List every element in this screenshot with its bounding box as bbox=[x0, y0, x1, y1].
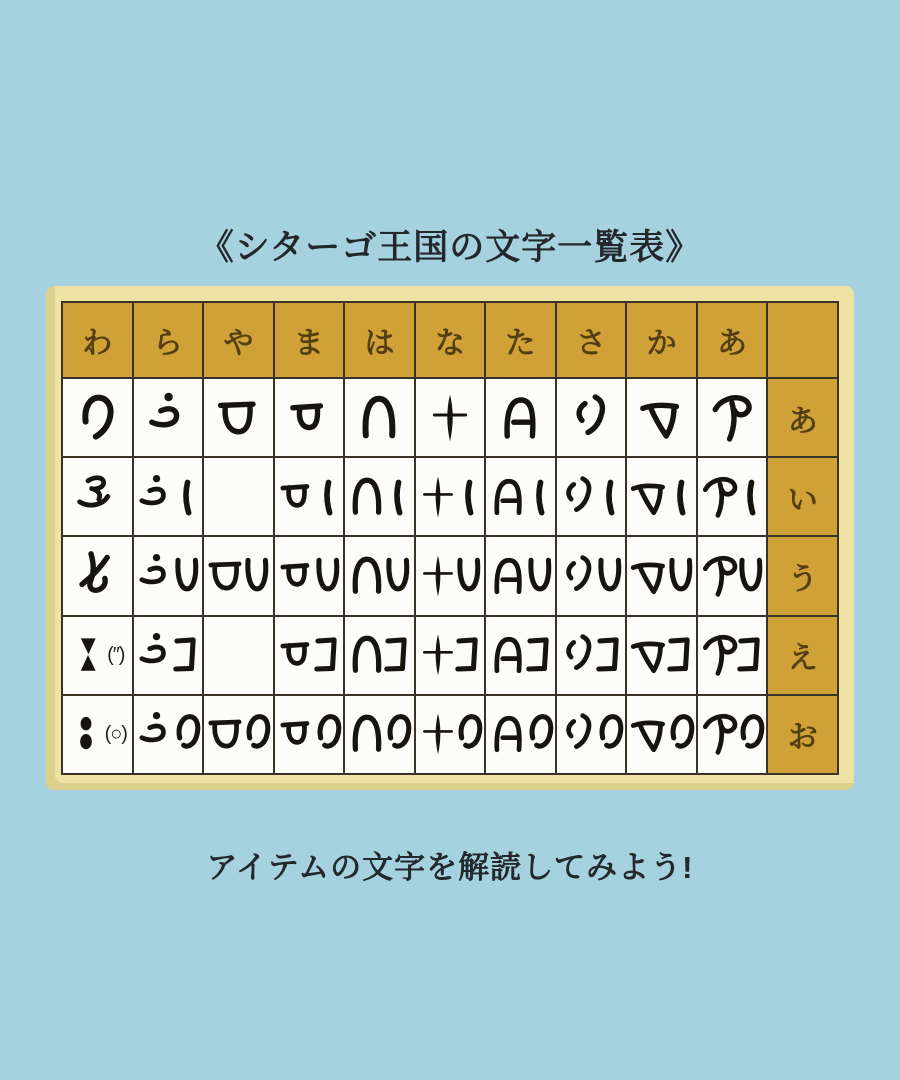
row-label: い bbox=[768, 458, 837, 535]
glyph-handakuten-icon bbox=[68, 707, 104, 761]
mark-i-icon bbox=[526, 468, 554, 526]
mark-i-icon bbox=[173, 468, 201, 526]
glyph-ya-icon bbox=[205, 548, 247, 604]
empty-cell bbox=[204, 617, 273, 694]
glyph-cell bbox=[416, 696, 485, 773]
glyph-cell bbox=[204, 379, 273, 456]
glyph-cell bbox=[698, 696, 767, 773]
glyph-ha-icon bbox=[346, 706, 388, 762]
glyph-cell bbox=[134, 696, 203, 773]
glyph-ma-icon bbox=[285, 388, 333, 448]
mark-e-icon bbox=[667, 626, 695, 684]
glyph-wo-icon bbox=[73, 467, 121, 527]
glyph-ta-icon bbox=[497, 388, 545, 448]
row-label: え bbox=[768, 617, 837, 694]
glyph-cell bbox=[134, 537, 203, 614]
mark-o-icon bbox=[667, 705, 695, 763]
glyph-cell bbox=[486, 617, 555, 694]
column-header: あ bbox=[698, 303, 767, 377]
glyph-a-icon bbox=[708, 388, 756, 448]
column-header: か bbox=[627, 303, 696, 377]
glyph-sa-icon bbox=[558, 627, 600, 683]
mark-u-icon bbox=[596, 547, 624, 605]
glyph-ra-icon bbox=[135, 706, 177, 762]
row-label: あ bbox=[768, 379, 837, 456]
glyph-cell bbox=[698, 617, 767, 694]
mark-e-icon bbox=[596, 626, 624, 684]
glyph-cell bbox=[204, 537, 273, 614]
column-header: ま bbox=[275, 303, 344, 377]
glyph-cell bbox=[416, 537, 485, 614]
glyph-ma-icon bbox=[276, 627, 318, 683]
glyph-a-icon bbox=[699, 706, 741, 762]
column-header: や bbox=[204, 303, 273, 377]
glyph-a-icon bbox=[699, 469, 741, 525]
glyph-ta-icon bbox=[488, 548, 530, 604]
glyph-ka-icon bbox=[638, 388, 686, 448]
glyph-cell bbox=[63, 458, 132, 535]
glyph-cell bbox=[134, 617, 203, 694]
glyph-cell bbox=[63, 379, 132, 456]
glyph-na-icon bbox=[417, 706, 459, 762]
glyph-cell bbox=[275, 458, 344, 535]
mark-u-icon bbox=[173, 547, 201, 605]
row-label: う bbox=[768, 537, 837, 614]
glyph-dakuten-icon bbox=[70, 628, 106, 682]
glyph-cell bbox=[275, 696, 344, 773]
glyph-cell bbox=[557, 537, 626, 614]
mark-u-icon bbox=[243, 547, 271, 605]
mark-o-icon bbox=[596, 705, 624, 763]
mark-o-icon bbox=[173, 705, 201, 763]
glyph-na-icon bbox=[417, 548, 459, 604]
page-title: 《シターゴ王国の文字一覧表》 bbox=[198, 228, 702, 267]
mark-i-icon bbox=[384, 468, 412, 526]
glyph-cell bbox=[698, 537, 767, 614]
column-header: た bbox=[486, 303, 555, 377]
glyph-cell bbox=[557, 458, 626, 535]
mark-e-icon bbox=[173, 626, 201, 684]
column-header: ら bbox=[134, 303, 203, 377]
mark-u-icon bbox=[667, 547, 695, 605]
glyph-cell bbox=[627, 696, 696, 773]
glyph-cell bbox=[416, 379, 485, 456]
glyph-ka-icon bbox=[629, 548, 671, 604]
glyph-ha-icon bbox=[346, 627, 388, 683]
mark-o-icon bbox=[243, 705, 271, 763]
mark-o-icon bbox=[384, 705, 412, 763]
mark-i-icon bbox=[737, 468, 765, 526]
mark-o-icon bbox=[737, 705, 765, 763]
corner-cell bbox=[768, 303, 837, 377]
glyph-cell bbox=[204, 696, 273, 773]
glyph-cell bbox=[134, 379, 203, 456]
glyph-ha-icon bbox=[346, 469, 388, 525]
glyph-ma-icon bbox=[276, 706, 318, 762]
glyph-sa-icon bbox=[558, 706, 600, 762]
mark-u-icon bbox=[737, 547, 765, 605]
glyph-cell bbox=[627, 379, 696, 456]
empty-cell bbox=[204, 458, 273, 535]
mark-e-icon bbox=[314, 626, 342, 684]
glyph-ka-icon bbox=[629, 469, 671, 525]
glyph-cell bbox=[416, 617, 485, 694]
diacritic-annotation: (″) bbox=[107, 643, 125, 666]
glyph-ha-icon bbox=[355, 388, 403, 448]
mark-e-icon bbox=[526, 626, 554, 684]
glyph-ta-icon bbox=[488, 627, 530, 683]
glyph-ha-icon bbox=[346, 548, 388, 604]
glyph-sa-icon bbox=[567, 388, 615, 448]
mark-i-icon bbox=[314, 468, 342, 526]
glyph-ka-icon bbox=[629, 627, 671, 683]
glyph-cell bbox=[345, 696, 414, 773]
glyph-wa-icon bbox=[73, 388, 121, 448]
glyph-n-icon bbox=[73, 546, 121, 606]
glyph-na-icon bbox=[417, 627, 459, 683]
glyph-ta-icon bbox=[488, 706, 530, 762]
mark-u-icon bbox=[526, 547, 554, 605]
glyph-cell bbox=[486, 379, 555, 456]
glyph-ma-icon bbox=[276, 469, 318, 525]
glyph-cell bbox=[698, 458, 767, 535]
glyph-cell bbox=[345, 458, 414, 535]
glyph-cell bbox=[63, 696, 132, 773]
glyph-cell bbox=[627, 617, 696, 694]
glyph-cell bbox=[486, 537, 555, 614]
mark-e-icon bbox=[384, 626, 412, 684]
column-header: な bbox=[416, 303, 485, 377]
column-header: は bbox=[345, 303, 414, 377]
glyph-ra-icon bbox=[135, 548, 177, 604]
cipher-table bbox=[61, 301, 839, 775]
glyph-ta-icon bbox=[488, 469, 530, 525]
glyph-cell bbox=[345, 617, 414, 694]
mark-i-icon bbox=[455, 468, 483, 526]
mark-u-icon bbox=[384, 547, 412, 605]
mark-e-icon bbox=[455, 626, 483, 684]
mark-u-icon bbox=[455, 547, 483, 605]
glyph-ra-icon bbox=[135, 627, 177, 683]
glyph-cell bbox=[557, 696, 626, 773]
glyph-cell bbox=[134, 458, 203, 535]
glyph-ma-icon bbox=[276, 548, 318, 604]
mark-e-icon bbox=[737, 626, 765, 684]
glyph-cell bbox=[345, 537, 414, 614]
row-label: お bbox=[768, 696, 837, 773]
mark-u-icon bbox=[314, 547, 342, 605]
column-header: さ bbox=[557, 303, 626, 377]
glyph-cell bbox=[416, 458, 485, 535]
glyph-a-icon bbox=[699, 627, 741, 683]
mark-i-icon bbox=[667, 468, 695, 526]
mark-o-icon bbox=[526, 705, 554, 763]
mark-o-icon bbox=[314, 705, 342, 763]
glyph-ya-icon bbox=[205, 706, 247, 762]
glyph-cell bbox=[63, 617, 132, 694]
glyph-cell bbox=[698, 379, 767, 456]
glyph-cell bbox=[486, 696, 555, 773]
glyph-cell bbox=[557, 617, 626, 694]
glyph-cell bbox=[486, 458, 555, 535]
glyph-sa-icon bbox=[558, 548, 600, 604]
column-header: わ bbox=[63, 303, 132, 377]
glyph-ra-icon bbox=[144, 388, 192, 448]
glyph-na-icon bbox=[417, 469, 459, 525]
glyph-cell bbox=[275, 537, 344, 614]
diacritic-annotation: (○) bbox=[104, 722, 127, 745]
footer-caption: アイテムの文字を解読してみよう! bbox=[206, 850, 694, 885]
glyph-sa-icon bbox=[558, 469, 600, 525]
glyph-cell bbox=[275, 379, 344, 456]
mark-o-icon bbox=[455, 705, 483, 763]
glyph-cell bbox=[345, 379, 414, 456]
glyph-cell bbox=[627, 458, 696, 535]
glyph-ya-icon bbox=[214, 388, 262, 448]
glyph-a-icon bbox=[699, 548, 741, 604]
glyph-na-icon bbox=[426, 388, 474, 448]
glyph-cell bbox=[557, 379, 626, 456]
glyph-cell bbox=[63, 537, 132, 614]
glyph-ra-icon bbox=[135, 469, 177, 525]
glyph-cell bbox=[275, 617, 344, 694]
mark-i-icon bbox=[596, 468, 624, 526]
glyph-cell bbox=[627, 537, 696, 614]
glyph-ka-icon bbox=[629, 706, 671, 762]
cipher-table-frame bbox=[46, 286, 854, 790]
